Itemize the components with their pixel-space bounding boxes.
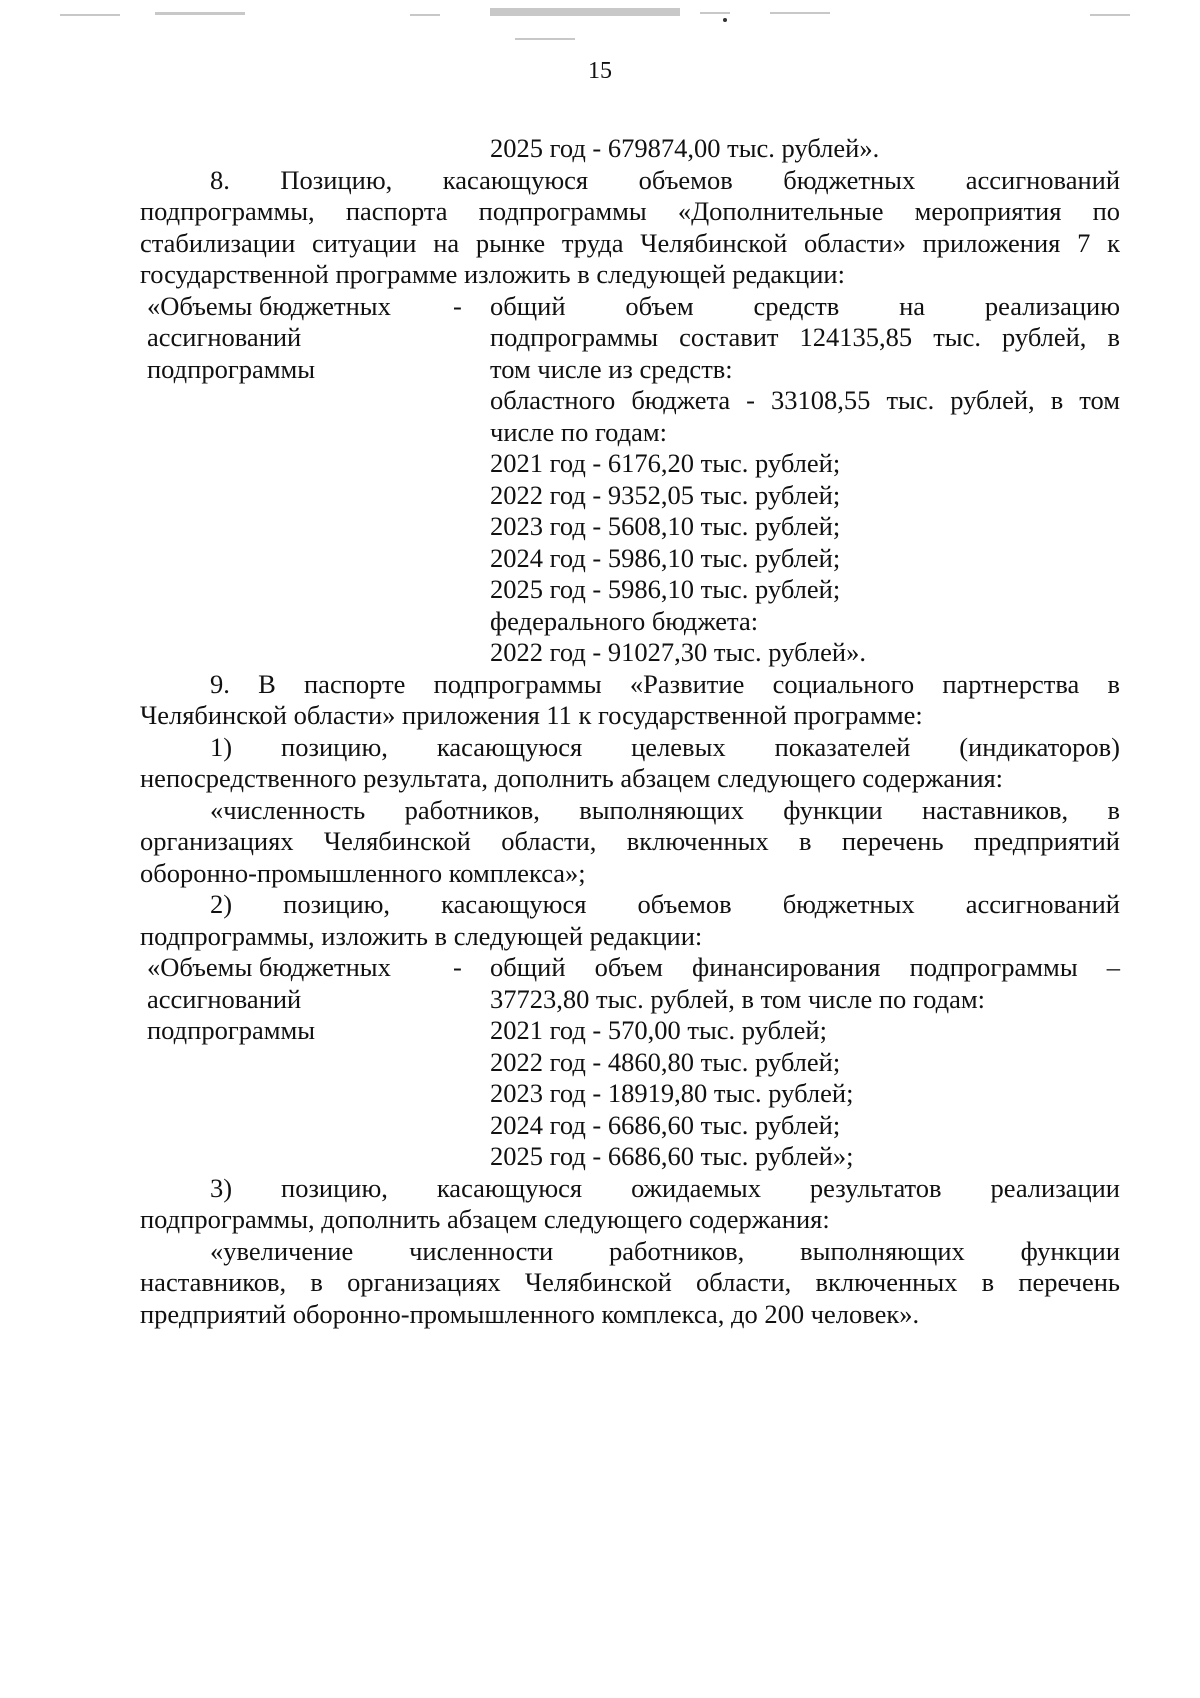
table-value: подпрограммы составит 124135,85 тыс. рублей, в: [490, 322, 1120, 352]
table-value: 2023 год - 18919,80 тыс. рублей;: [490, 1078, 854, 1108]
subitem-2-line: 2) позицию, касающуюся объемов бюджетных ассигнований: [210, 889, 1120, 919]
table-value: 2024 год - 6686,60 тыс. рублей;: [490, 1109, 841, 1140]
budget-table-1-row: [140, 354, 1120, 386]
budget-table-1-row: [140, 637, 1120, 669]
budget-table-1-row: [140, 291, 1120, 323]
table-value: общий объем финансирования подпрограммы –: [490, 952, 1120, 982]
budget-table-2-row: [140, 984, 1120, 1016]
subitem-3-line: подпрограммы, дополнить абзацем следующего содержания:: [140, 1204, 830, 1234]
document-body: [140, 133, 1120, 1330]
budget-table-2-row: [140, 1141, 1120, 1173]
table-value: 2025 год - 5986,10 тыс. рублей;: [490, 574, 841, 604]
table-value: федерального бюджета:: [490, 605, 759, 636]
table-label: «Объемы бюджетных: [147, 290, 391, 321]
table-value: 2024 год - 5986,10 тыс. рублей;: [490, 542, 841, 573]
subitem-1-line: 1) позицию, касающуюся целевых показателей (индикаторов): [210, 731, 1120, 762]
table-value: 2023 год - 5608,10 тыс. рублей;: [490, 511, 841, 541]
budget-table-2-row: [140, 952, 1120, 984]
scan-artifact: [60, 6, 1140, 46]
quote-2-line: наставников, в организациях Челябинской области, включенных в перечень: [140, 1267, 1120, 1297]
subitem-1-line: непосредственного результата, дополнить абзацем следующего содержания:: [140, 763, 1004, 793]
paragraph-8-line: стабилизации ситуации на рынке труда Челябинской области» приложения 7 к: [140, 227, 1120, 258]
table-value: 2022 год - 9352,05 тыс. рублей;: [490, 479, 841, 510]
table-value: 2022 год - 4860,80 тыс. рублей;: [490, 1046, 841, 1077]
paragraph-8-line: подпрограммы, паспорта подпрограммы «Дополнительные мероприятия по: [140, 196, 1120, 226]
page-number: 15: [588, 58, 612, 84]
table-dash: -: [453, 952, 462, 982]
table-value: 37723,80 тыс. рублей, в том числе по годам:: [490, 983, 985, 1014]
quote-1-line: оборонно-промышленного комплекса»;: [140, 857, 586, 888]
budget-table-1-row: [140, 543, 1120, 575]
budget-table-1-row: [140, 606, 1120, 638]
budget-table-1-row: [140, 480, 1120, 512]
table-value: том числе из средств:: [490, 353, 733, 384]
paragraph-9-line: 9. В паспорте подпрограммы «Развитие социального партнерства в: [210, 668, 1120, 699]
table-label: подпрограммы: [147, 353, 316, 384]
quote-1-line: «численность работников, выполняющих функции наставников, в: [210, 794, 1120, 825]
subitem-2-line: подпрограммы, изложить в следующей редакции:: [140, 920, 703, 951]
paragraph-8-line: 8. Позицию, касающуюся объемов бюджетных ассигнований: [210, 164, 1120, 195]
quote-2-line: «увеличение численности работников, выполняющих функции: [210, 1235, 1120, 1266]
table-value: 2022 год - 91027,30 тыс. рублей».: [490, 637, 866, 667]
budget-table-2-row: [140, 1110, 1120, 1142]
text-line: 2025 год - 679874,00 тыс. рублей».: [490, 133, 880, 163]
table-label: подпрограммы: [147, 1015, 316, 1045]
table-value: числе по годам:: [490, 416, 668, 447]
budget-table-1-row: [140, 511, 1120, 543]
budget-table-1-row: [140, 322, 1120, 354]
budget-table-2-row: [140, 1047, 1120, 1079]
budget-table-2-row: [140, 1015, 1120, 1047]
paragraph-9-line: Челябинской области» приложения 11 к государственной программе:: [140, 700, 923, 730]
table-value: 2021 год - 570,00 тыс. рублей;: [490, 1015, 827, 1045]
budget-table-1-row: [140, 448, 1120, 480]
table-value: областного бюджета - 33108,55 тыс. рублей, в том: [490, 385, 1120, 415]
paragraph-8-line: государственной программе изложить в следующей редакции:: [140, 259, 845, 289]
table-value: 2025 год - 6686,60 тыс. рублей»;: [490, 1141, 854, 1171]
table-value: общий объем средств на реализацию: [490, 290, 1120, 321]
table-value: 2021 год - 6176,20 тыс. рублей;: [490, 448, 841, 478]
table-label: ассигнований: [147, 983, 302, 1014]
subitem-3-line: 3) позицию, касающуюся ожидаемых результатов реализации: [210, 1172, 1120, 1203]
table-label: ассигнований: [147, 322, 302, 352]
quote-1-line: организациях Челябинской области, включенных в перечень предприятий: [140, 826, 1120, 856]
budget-table-1-row: [140, 417, 1120, 449]
quote-2-line: предприятий оборонно-промышленного комплекса, до 200 человек».: [140, 1298, 920, 1329]
table-dash: -: [453, 290, 462, 321]
budget-table-1-row: [140, 574, 1120, 606]
budget-table-2-row: [140, 1078, 1120, 1110]
table-label: «Объемы бюджетных: [147, 952, 391, 982]
budget-table-1-row: [140, 385, 1120, 417]
